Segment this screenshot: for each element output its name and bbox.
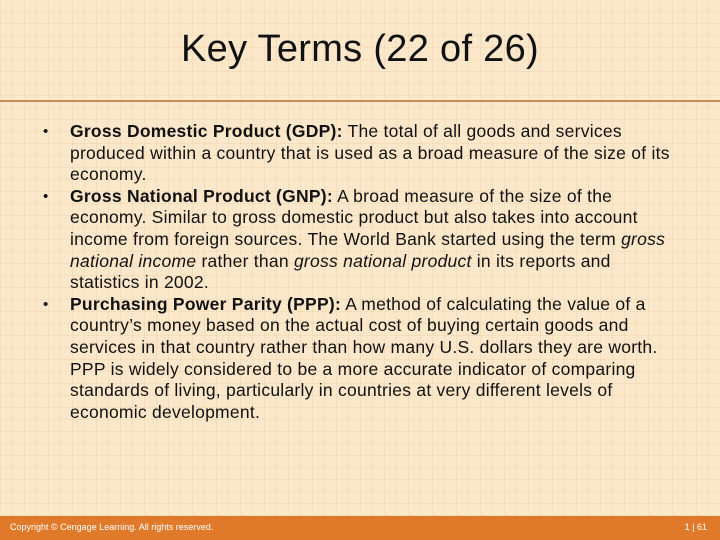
bullet-body bbox=[70, 186, 683, 294]
bullet-body bbox=[70, 294, 683, 424]
bullet-marker: • bbox=[43, 187, 49, 205]
definition-gnp-part-3: in its reports and statistics in 2002. bbox=[70, 250, 611, 293]
bullet-item-ppp bbox=[43, 294, 683, 424]
bullet-item-gnp bbox=[43, 186, 683, 294]
term-gdp: Gross Domestic Product (GDP): bbox=[70, 121, 343, 141]
slide-title: Key Terms (22 of 26) bbox=[180, 28, 539, 70]
term-gnp: Gross National Product (GNP): bbox=[70, 185, 333, 206]
bullet-marker: • bbox=[43, 295, 49, 313]
page-number: 1 | 61 bbox=[684, 522, 707, 532]
definition-gnp-part-2: rather than bbox=[196, 250, 294, 271]
copyright-notice: Copyright © Cengage Learning. All rights reserved. bbox=[10, 522, 214, 532]
bullet-body bbox=[70, 121, 683, 186]
bullet-item-gdp bbox=[43, 121, 683, 186]
bullet-list bbox=[43, 121, 683, 423]
definition-gnp-part-1: A broad measure of the size of the economy. Similar to gross domestic product but also takes into account income from foreign sources. The World Bank started using the term bbox=[70, 185, 638, 249]
definition-gnp-italic-2: gross national product bbox=[293, 250, 472, 271]
definition-gdp: The total of all goods and services produced within a country that is used as a broad measure of the size of its economy. bbox=[70, 121, 670, 185]
definition-ppp: A method of calculating the value of a country’s money based on the actual cost of buying certain goods and services in that country rather than how many U.S. dollars they are worth. PPP is widely considered to be a more accurate indicator of comparing standards of living, particularly in countries at very different levels of economic development. bbox=[70, 293, 658, 422]
term-ppp: Purchasing Power Parity (PPP): bbox=[70, 293, 342, 314]
footer-bar bbox=[0, 516, 720, 540]
bullet-marker: • bbox=[43, 123, 49, 140]
title-divider bbox=[0, 100, 720, 102]
definition-gnp-italic-1: gross national income bbox=[70, 228, 666, 271]
